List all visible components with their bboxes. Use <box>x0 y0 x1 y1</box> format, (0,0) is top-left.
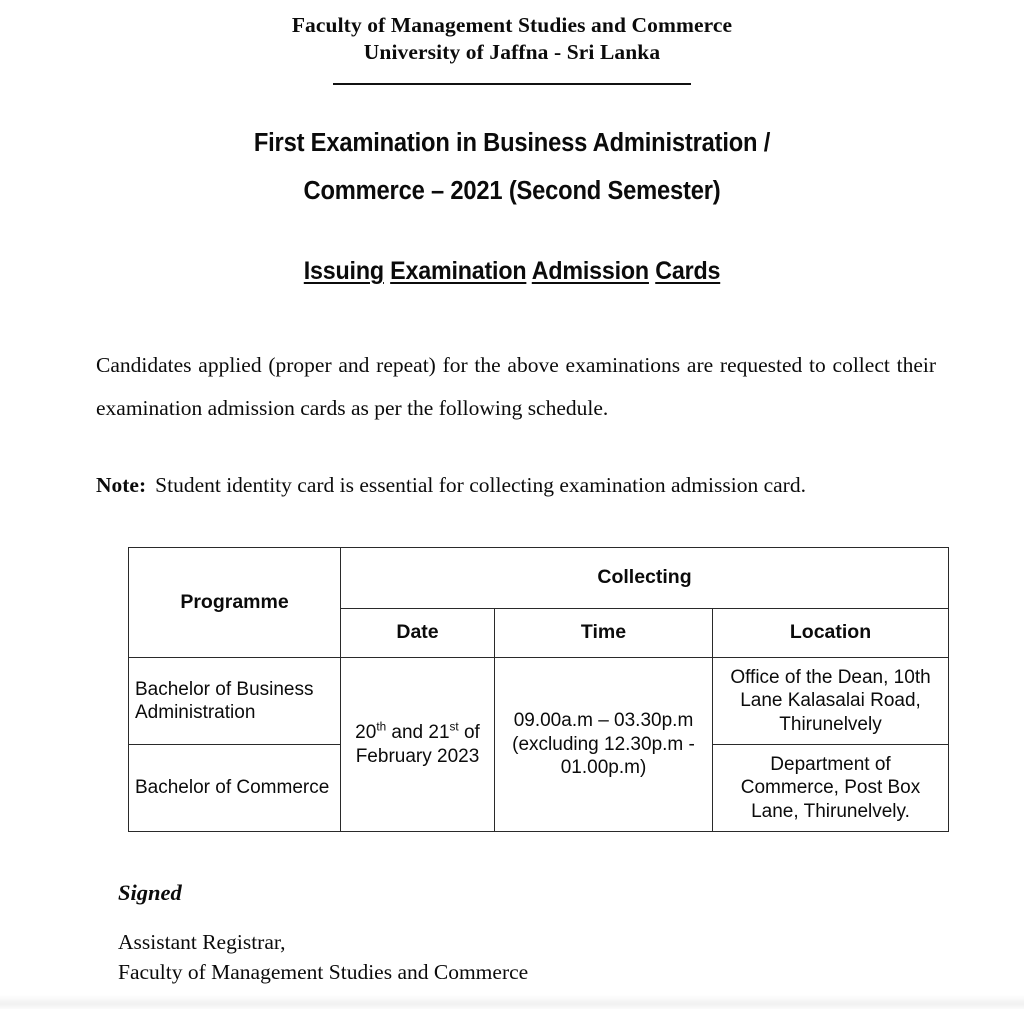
signature-block <box>0 879 1024 987</box>
header-date: Date <box>341 609 495 658</box>
signatory-faculty: Faculty of Management Studies and Commerce <box>118 960 529 984</box>
section-heading-word-4: Cards <box>655 257 721 285</box>
exam-title <box>36 119 988 215</box>
date-prefix: 20 <box>355 722 377 743</box>
table-body <box>129 658 949 832</box>
cell-location-commerce-dept: Department of Commerce, Post Box Lane, Thirunelvely. <box>713 745 949 832</box>
intro-paragraph: Candidates applied (proper and repeat) for the above examinations are requested to collect their examination admission cards as per the following schedule. <box>96 353 936 420</box>
signatory-title: Assistant Registrar, <box>118 930 286 954</box>
date-ordinal-2: st <box>449 720 459 734</box>
schedule-table-wrap <box>0 547 1024 832</box>
section-heading-word-3: Admission <box>531 257 649 285</box>
horizontal-rule <box>333 83 691 85</box>
header-collecting: Collecting <box>341 548 949 609</box>
signed-label: Signed <box>118 880 182 905</box>
exam-title-line-1: First Examination in Business Administration / <box>253 129 771 157</box>
page-bottom-shadow <box>0 995 1024 1009</box>
cell-location-dean-office: Office of the Dean, 10th Lane Kalasalai Road, Thirunelvely <box>713 658 949 745</box>
signature-lines <box>118 927 1024 987</box>
note-text: Student identity card is essential for collecting examination admission card. <box>155 473 806 497</box>
date-mid: and 21 <box>386 722 450 743</box>
table-header-row-1 <box>129 548 949 609</box>
letterhead-rule-wrap <box>0 75 1024 93</box>
note-label: Note: <box>96 473 147 497</box>
section-heading <box>36 257 988 286</box>
cell-programme-bcom: Bachelor of Commerce <box>129 745 341 832</box>
cell-date <box>341 658 495 832</box>
table-row <box>129 658 949 745</box>
body-block <box>88 344 936 500</box>
header-time: Time <box>495 609 713 658</box>
note-line <box>96 470 936 500</box>
letterhead <box>0 0 1024 93</box>
cell-programme-bba: Bachelor of Business Administration <box>129 658 341 745</box>
exam-title-line-2: Commerce – 2021 (Second Semester) <box>303 177 721 205</box>
cell-time: 09.00a.m – 03.30p.m (excluding 12.30p.m - 01.00p.m) <box>495 658 713 832</box>
date-ordinal-1: th <box>376 720 387 734</box>
date-suffix: of February 2023 <box>355 722 480 767</box>
section-heading-word-1: Issuing <box>303 257 384 285</box>
header-programme: Programme <box>129 548 341 658</box>
table-head <box>129 548 949 658</box>
section-heading-word-2: Examination <box>390 257 527 285</box>
schedule-table <box>128 547 949 832</box>
letterhead-university: University of Jaffna - Sri Lanka <box>363 40 661 64</box>
header-location: Location <box>713 609 949 658</box>
letterhead-faculty: Faculty of Management Studies and Commerce <box>291 13 733 37</box>
